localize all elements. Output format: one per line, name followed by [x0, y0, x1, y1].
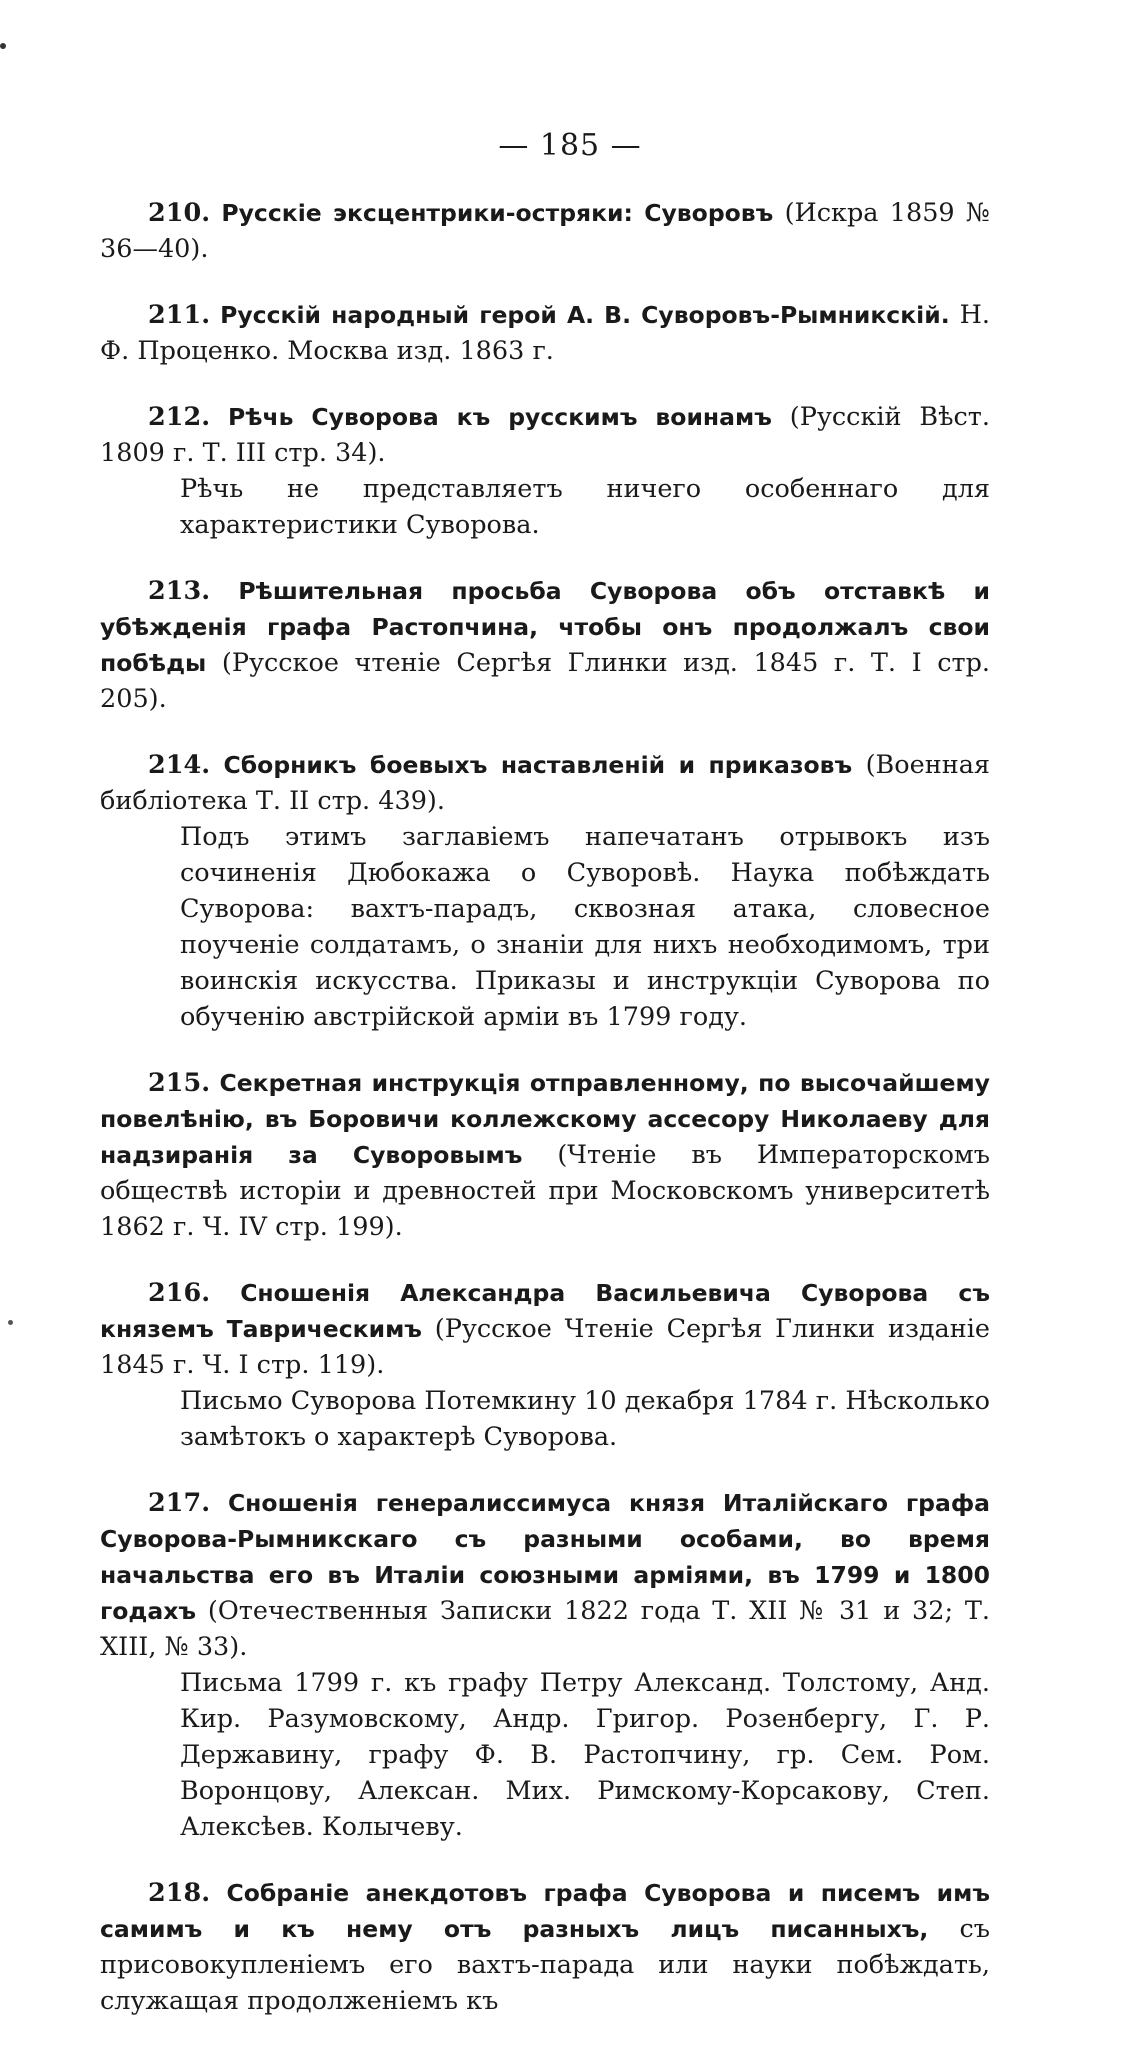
entry-annotation: Подъ этимъ заглавіемъ напечатанъ отрывокъ изъ сочиненія Дюбокажа о Суворовѣ. Наука побѣждать Суворова: вахтъ-парадъ, сквозная атака, словесное поученіе солдатамъ, о знаніи для нихъ необходимомъ, три воинскія искусства. Приказы и инструкціи Суворова по обученію австрійской арміи въ 1799 году. [180, 822, 990, 1032]
entry-title: Собраніе анекдотовъ графа Суворова и писемъ имъ самимъ и къ нему отъ разныхъ лицъ писанныхъ, [100, 1879, 990, 1943]
entry-title: Русскій народный герой А. В. Суворовъ-Рымникскій. [220, 301, 950, 329]
bibliography-entry [100, 573, 990, 717]
entry-annotation: Письма 1799 г. къ графу Петру Александ. Толстому, Анд. Кир. Разумовскому, Андр. Григор. Розенбергу, Г. Р. Державину, графу Ф. В. Растопчину, гр. Сем. Ром. Воронцову, Алексан. Мих. Римскому-Корсакову, Степ. Алексѣев. Колычеву. [180, 1668, 990, 1842]
entry-source: (Русскій Вѣст. 1809 г. Т. III стр. 34). [100, 402, 991, 468]
entry-title: Секретная инструкція отправленному, по высочайшему повелѣнію, въ Боровичи коллежскому ассесору Николаеву для надзиранія за Суворовымъ [100, 1069, 990, 1169]
bibliography-entry [100, 1875, 990, 2019]
entry-annotation: Рѣчь не представляетъ ничего особеннаго для характеристики Суворова. [180, 474, 990, 540]
bibliography-entry [100, 1065, 990, 1245]
entry-source: (Чтеніе въ Императорскомъ обществѣ исторіи и древностей при Московскомъ университетѣ 1862 г. Ч. IV стр. 199). [100, 1140, 990, 1242]
entry-source: (Военная библіотека Т. II стр. 439). [100, 750, 991, 816]
margin-dot [8, 1320, 13, 1325]
entry-number: 214. [148, 750, 211, 780]
entry-source: съ присовокупленіемъ его вахтъ-парада или науки побѣждать, служащая продолженіемъ къ [100, 1914, 990, 2016]
entry-source: (Отечественныя Записки 1822 года Т. XII № 31 и 32; Т. XIII, № 33). [100, 1596, 991, 1662]
bibliography-entry [100, 1485, 990, 1845]
entry-title: Сборникъ боевыхъ наставленій и приказовъ [223, 751, 853, 779]
entry-title: Рѣшительная просьба Суворова объ отставкѣ и убѣжденія графа Растопчина, чтобы онъ продолжалъ свои побѣды [100, 577, 990, 677]
entry-number: 218. [148, 1878, 211, 1908]
bibliography-list [100, 195, 990, 2049]
entry-number: 212. [148, 402, 211, 432]
entry-number: 217. [148, 1488, 211, 1518]
page-number: — 185 — [498, 128, 642, 163]
entry-source: Н. Ф. Проценко. Москва изд. 1863 г. [100, 300, 990, 366]
bibliography-entry [100, 195, 990, 267]
bibliography-entry [100, 399, 990, 543]
entry-title: Сношенія Александра Васильевича Суворова съ княземъ Таврическимъ [100, 1279, 990, 1343]
bibliography-entry [100, 1275, 990, 1455]
entry-title: Рѣчь Суворова къ русскимъ воинамъ [227, 403, 772, 431]
entry-source: (Искра 1859 № 36—40). [100, 198, 991, 264]
entry-title: Сношенія генералиссимуса князя Италійскаго графа Суворова-Рымникскаго съ разными особами, во время начальства его въ Италіи союзными арміями, въ 1799 и 1800 годахъ [100, 1489, 990, 1625]
entry-number: 210. [148, 198, 211, 228]
entry-number: 213. [148, 576, 211, 606]
bibliography-entry [100, 747, 990, 1035]
entry-number: 215. [148, 1068, 211, 1098]
entry-source: (Русское чтеніе Сергѣя Глинки изд. 1845 г. Т. I стр. 205). [100, 648, 991, 714]
entry-annotation: Письмо Суворова Потемкину 10 декабря 1784 г. Нѣсколько замѣтокъ о характерѣ Суворова. [180, 1386, 990, 1452]
entry-number: 211. [148, 300, 211, 330]
entry-source: (Русское Чтеніе Сергѣя Глинки изданіе 1845 г. Ч. I стр. 119). [100, 1314, 991, 1380]
entry-number: 216. [148, 1278, 211, 1308]
entry-title: Русскіе эксцентрики-остряки: Суворовъ [221, 199, 774, 227]
bibliography-entry [100, 297, 990, 369]
margin-dot [0, 43, 6, 49]
